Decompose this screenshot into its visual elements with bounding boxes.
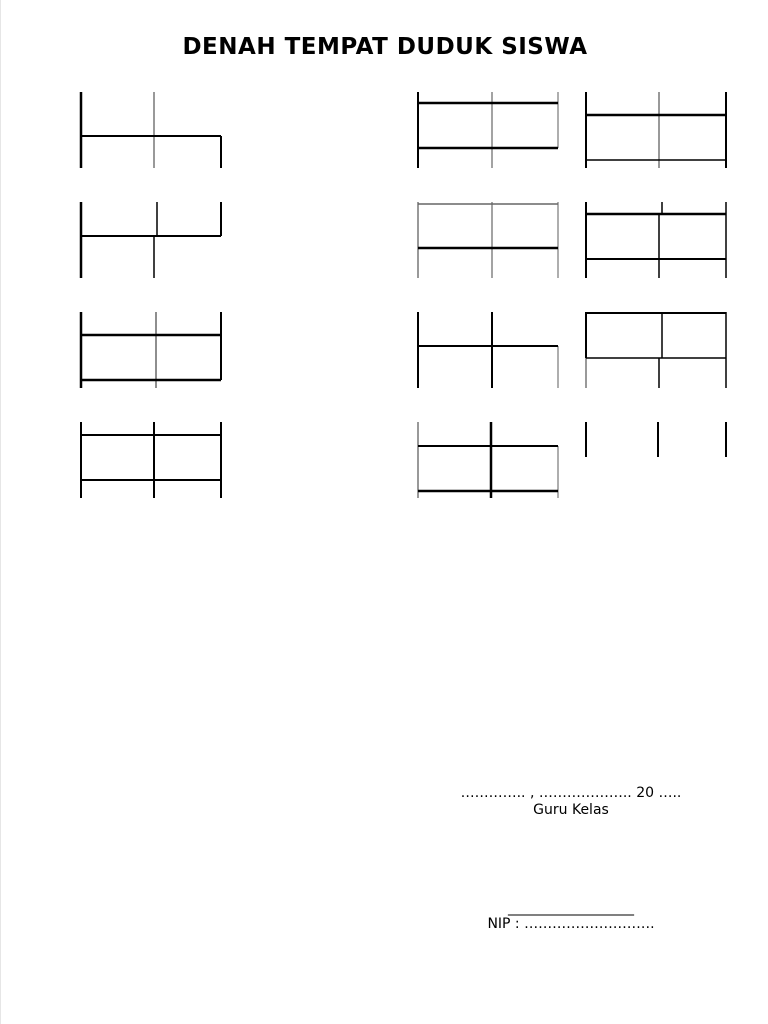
desk-group-middle-2 [418,202,558,278]
signature-rule: __________________ [508,900,634,916]
signature-role: Guru Kelas [533,802,609,818]
page-title: DENAH TEMPAT DUDUK SISWA [182,34,588,60]
desk-group-middle-4 [418,422,558,498]
desk-group-right-2 [586,202,726,278]
desk-group-right-3 [586,312,726,388]
signature-date-line: ………….. , ……………….. 20 ….. [460,785,682,801]
seating-plan [1,0,768,1024]
desk-group-left-1 [81,92,221,168]
desk-group-left-3 [81,312,221,388]
desk-group-middle-3 [418,312,558,388]
desk-group-left-4 [81,422,221,498]
desk-group-right-1 [586,92,726,168]
desk-group-right-4 [586,422,726,457]
desk-group-middle-1 [418,92,558,168]
desk-group-left-2 [81,202,221,278]
signature-nip: NIP : ………………………. [487,916,655,932]
